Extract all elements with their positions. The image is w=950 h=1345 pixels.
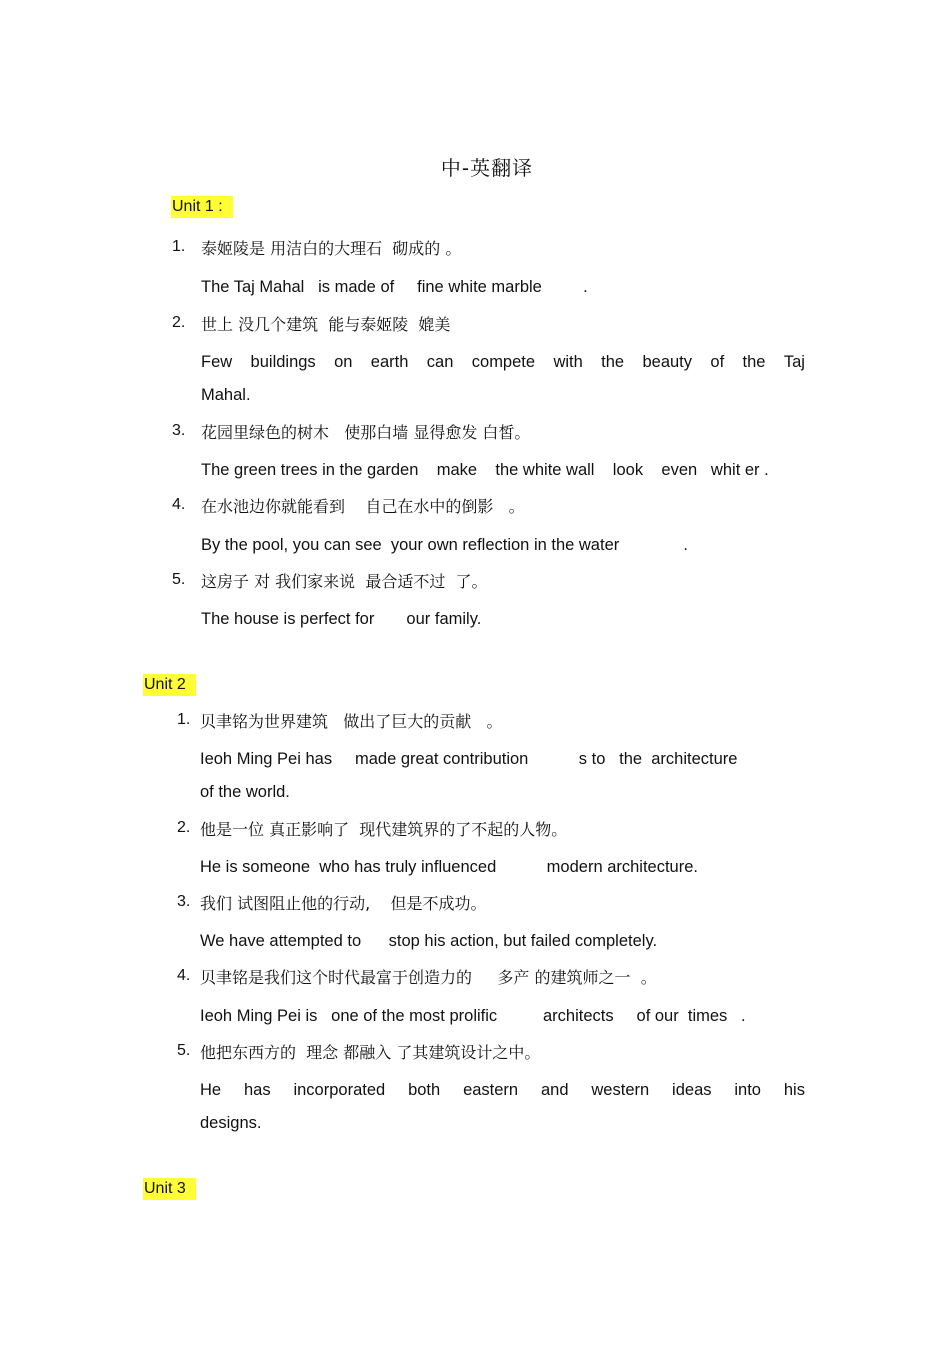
word: earth: [370, 353, 409, 371]
unit2-item-5-number: 5.: [177, 1042, 191, 1059]
unit1-item-3-chinese: 花园里绿色的树木 使那白墙 显得愈发 白皙。: [201, 423, 531, 442]
unit1-item-1-number: 1.: [172, 238, 186, 255]
unit2-item-2-english: He is someone who has truly influenced modern architecture.: [200, 858, 698, 876]
word: ideas: [672, 1081, 712, 1099]
word: into: [734, 1081, 761, 1099]
word: on: [334, 353, 353, 371]
unit1-item-4-chinese: 在水池边你就能看到 自己在水中的倒影 。: [201, 497, 525, 516]
word: He: [200, 1081, 222, 1099]
unit1-item-5-chinese: 这房子 对 我们家来说 最合适不过 了。: [201, 572, 488, 591]
unit2-item-2-number: 2.: [177, 819, 191, 836]
unit2-item-4-english: Ieoh Ming Pei is one of the most prolific architects of our times .: [200, 1007, 746, 1025]
unit2-item-5-english-line2: designs.: [200, 1114, 262, 1132]
word: compete: [471, 353, 536, 371]
unit1-item-3-english: The green trees in the garden make the white wall look even whit er .: [201, 461, 769, 479]
word: with: [553, 353, 583, 371]
unit-2-heading: Unit 2: [143, 674, 196, 696]
word: beauty: [642, 353, 693, 371]
unit2-item-4-number: 4.: [177, 967, 191, 984]
unit1-item-2-number: 2.: [172, 314, 186, 331]
unit2-item-5-chinese: 他把东西方的 理念 都融入 了其建筑设计之中。: [200, 1043, 541, 1062]
word: eastern: [463, 1081, 519, 1099]
word: buildings: [250, 353, 316, 371]
word: both: [408, 1081, 441, 1099]
unit-3-heading: Unit 3: [143, 1178, 196, 1200]
unit1-item-1-english: The Taj Mahal is made of fine white marble .: [201, 278, 588, 296]
unit2-item-3-number: 3.: [177, 893, 191, 910]
unit2-item-1-english-line2: of the world.: [200, 783, 290, 801]
word: and: [540, 1081, 569, 1099]
word: of: [710, 353, 725, 371]
word: incorporated: [293, 1081, 386, 1099]
unit1-item-2-chinese: 世上 没几个建筑 能与泰姬陵 媲美: [201, 315, 451, 334]
unit2-item-2-chinese: 他是一位 真正影响了 现代建筑界的了不起的人物。: [200, 820, 568, 839]
unit2-item-1-number: 1.: [177, 711, 191, 728]
unit1-item-4-number: 4.: [172, 496, 186, 513]
unit1-item-1-chinese: 泰姬陵是 用洁白的大理石 砌成的 。: [201, 239, 462, 258]
unit1-item-3-number: 3.: [172, 422, 186, 439]
unit1-item-4-english: By the pool, you can see your own reflection in the water .: [201, 536, 688, 554]
word: his: [783, 1081, 805, 1099]
word: has: [243, 1081, 271, 1099]
unit1-item-5-english: The house is perfect for our family.: [201, 610, 482, 628]
unit-1-heading: Unit 1 :: [171, 196, 233, 218]
unit2-item-4-chinese: 贝聿铭是我们这个时代最富于创造力的 多产 的建筑师之一 。: [200, 968, 657, 987]
word: Taj: [783, 353, 805, 371]
unit2-item-3-english: We have attempted to stop his action, but failed completely.: [200, 932, 658, 950]
word: Few: [201, 353, 233, 371]
unit2-item-5-english-line1: [200, 1081, 805, 1100]
unit2-item-1-english-line1: Ieoh Ming Pei has made great contribution s to the architecture: [200, 750, 738, 768]
word: the: [601, 353, 625, 371]
unit2-item-1-chinese: 贝聿铭为世界建筑 做出了巨大的贡献 。: [200, 712, 503, 731]
unit1-item-2-english-line1: [201, 353, 805, 372]
unit1-item-2-english-line2: Mahal.: [201, 386, 251, 404]
unit1-item-5-number: 5.: [172, 571, 186, 588]
word: can: [426, 353, 454, 371]
page-title: 中-英翻译: [440, 156, 534, 180]
word: the: [742, 353, 766, 371]
word: western: [591, 1081, 650, 1099]
unit2-item-3-chinese: 我们 试图阻止他的行动, 但是不成功。: [200, 894, 487, 913]
